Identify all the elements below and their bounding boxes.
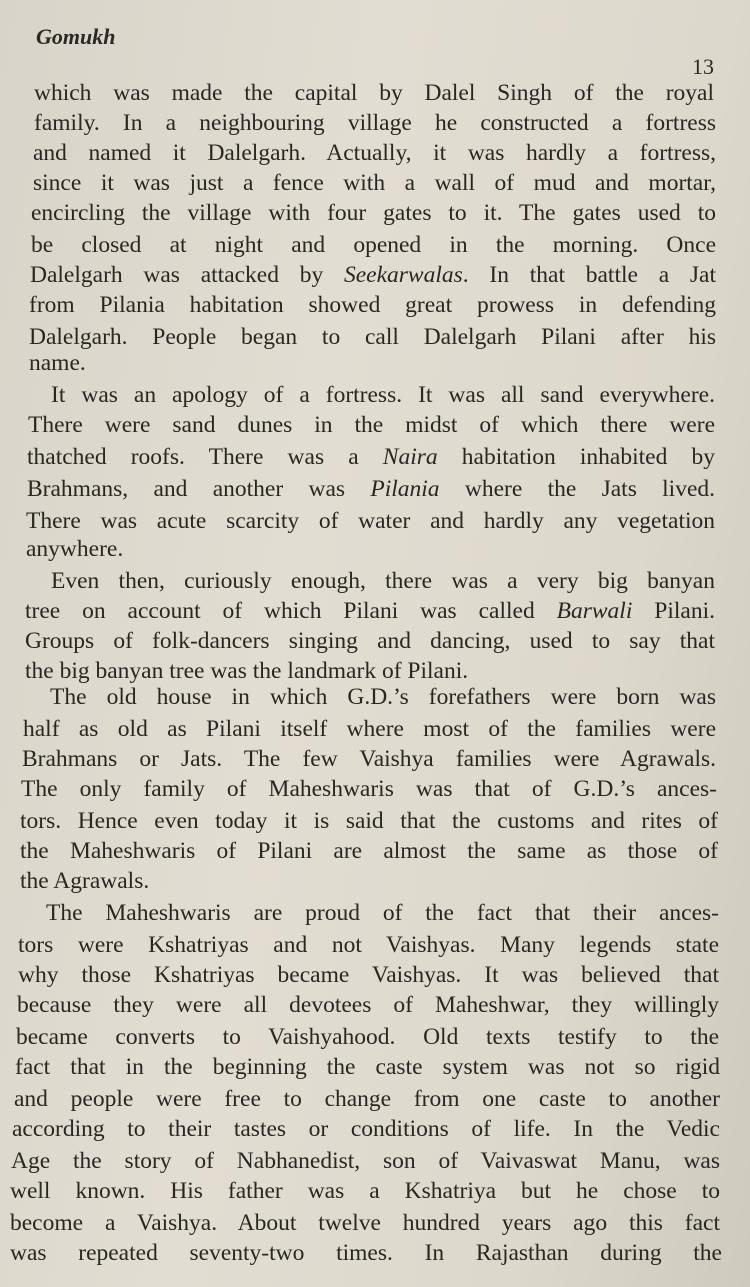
text-line: The Maheshwaris are proud of the fact that their ances- [46, 900, 719, 926]
text-line: anywhere. [26, 536, 124, 562]
text-line: There was acute scarcity of water and hardly any vegetation [26, 508, 715, 534]
text-line: encircling the village with four gates to it. The gates used to [31, 200, 716, 226]
text-line: which was made the capital by Dalel Singh of the royal [34, 80, 714, 106]
text-line: the Agrawals. [20, 868, 150, 894]
text-line: half as old as Pilani itself where most of the families were [23, 716, 716, 742]
text-line: because they were all devotees of Maheshwar, they willingly [17, 992, 719, 1018]
text-line: Dalelgarh was attacked by Seekarwalas. In that battle a Jat [30, 262, 716, 288]
text-line: well known. His father was a Kshatriya but he chose to [10, 1178, 720, 1204]
text-line: why those Kshatriyas became Vaishyas. It was believed that [18, 962, 719, 988]
text-line: fact that in the beginning the caste system was not so rigid [15, 1054, 720, 1080]
text-line: tors were Kshatriyas and not Vaishyas. Many legends state [18, 932, 719, 958]
text-line: become a Vaishya. About twelve hundred years ago this fact [10, 1210, 720, 1236]
text-line: The old house in which G.D.’s forefathers were born was [50, 684, 716, 710]
text-line: be closed at night and opened in the morning. Once [31, 232, 716, 258]
running-head: Gomukh [36, 24, 116, 49]
text-line: according to their tastes or conditions of life. In the Vedic [12, 1116, 720, 1142]
text-line: from Pilania habitation showed great prowess in defending [29, 292, 716, 318]
text-line: tors. Hence even today it is said that the customs and rites of [20, 808, 718, 834]
text-line: became converts to Vaishyahood. Old texts testify to the [16, 1024, 719, 1050]
text-line: Even then, curiously enough, there was a very big banyan [51, 568, 715, 594]
text-line: Groups of folk-dancers singing and dancing, used to say that [25, 628, 715, 654]
text-line: Brahmans or Jats. The few Vaishya families were Agrawals. [22, 746, 716, 772]
text-line: and named it Dalelgarh. Actually, it was hardly a fortress, [33, 140, 716, 166]
text-line: family. In a neighbouring village he constructed a fortress [34, 110, 716, 136]
text-line: the big banyan tree was the landmark of Pilani. [25, 658, 469, 684]
text-line: was repeated seventy-two times. In Rajasthan during the [10, 1240, 722, 1266]
text-line: thatched roofs. There was a Naira habitation inhabited by [27, 444, 715, 470]
text-line: the Maheshwaris of Pilani are almost the same as those of [20, 838, 718, 864]
text-line: The only family of Maheshwaris was that of G.D.’s ances- [21, 776, 717, 802]
text-line: tree on account of which Pilani was called Barwali Pilani. [25, 598, 715, 624]
text-line: It was an apology of a fortress. It was all sand everywhere. [51, 382, 715, 408]
text-line: Dalelgarh. People began to call Dalelgarh Pilani after his [29, 324, 716, 350]
text-line: name. [29, 350, 86, 376]
page-number: 13 [692, 54, 714, 79]
text-line: and people were free to change from one caste to another [14, 1086, 720, 1112]
text-line: Age the story of Nabhanedist, son of Vaivaswat Manu, was [11, 1148, 720, 1174]
text-line: There were sand dunes in the midst of which there were [28, 412, 715, 438]
text-line: Brahmans, and another was Pilania where the Jats lived. [27, 476, 716, 502]
text-line: since it was just a fence with a wall of mud and mortar, [33, 170, 716, 196]
